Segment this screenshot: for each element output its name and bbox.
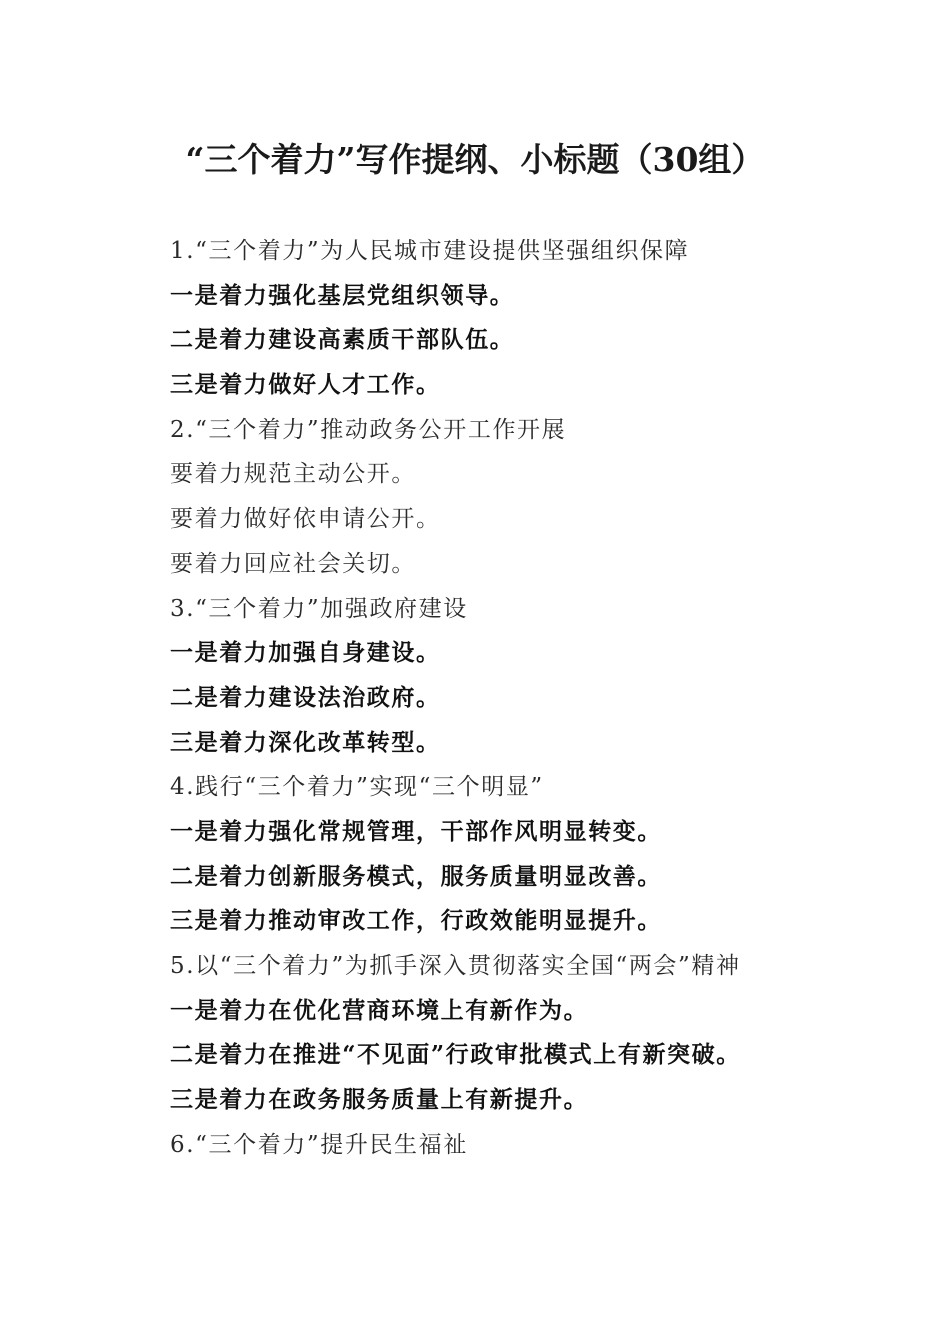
outline-item-line: 三是着力在政务服务质量上有新提升。: [170, 1086, 589, 1114]
outline-item-line: 一是着力加强自身建设。: [170, 639, 441, 667]
outline-heading-line: 6.“三个着力”提升民生福祉: [170, 1131, 468, 1158]
outline-heading-line: 要着力规范主动公开。: [170, 461, 416, 488]
outline-heading-line: 1.“三个着力”为人民城市建设提供坚强组织保障: [170, 238, 690, 264]
outline-heading-line: 2.“三个着力”推动政务公开工作开展: [170, 416, 567, 443]
outline-item-line: 一是着力强化常规管理，干部作风明显转变。: [170, 817, 662, 845]
outline-item-line: 二是着力在推进“不见面”行政审批模式上有新突破。: [170, 1041, 741, 1069]
outline-item-line: 二是着力建设法治政府。: [170, 683, 441, 711]
outline-item-line: 一是着力强化基层党组织领导。: [170, 281, 515, 309]
outline-item-line: 三是着力做好人才工作。: [170, 371, 441, 399]
outline-item-line: 三是着力推动审改工作，行政效能明显提升。: [170, 907, 662, 935]
document-title: “三个着力”写作提纲、小标题（30组）: [185, 140, 765, 179]
outline-item-line: 二是着力建设高素质干部队伍。: [170, 326, 515, 354]
outline-item-line: 一是着力在优化营商环境上有新作为。: [170, 996, 589, 1024]
outline-item-line: 三是着力深化改革转型。: [170, 728, 441, 756]
document-body: [170, 229, 870, 1167]
outline-heading-line: 要着力做好依申请公开。: [170, 506, 441, 533]
outline-heading-line: 5.以“三个着力”为抓手深入贯彻落实全国“两会”精神: [170, 953, 741, 979]
outline-item-line: 二是着力创新服务模式，服务质量明显改善。: [170, 862, 662, 890]
outline-heading-line: 3.“三个着力”加强政府建设: [170, 595, 468, 622]
outline-heading-line: 4.践行“三个着力”实现“三个明显”: [170, 774, 544, 801]
outline-heading-line: 要着力回应社会关切。: [170, 550, 416, 577]
